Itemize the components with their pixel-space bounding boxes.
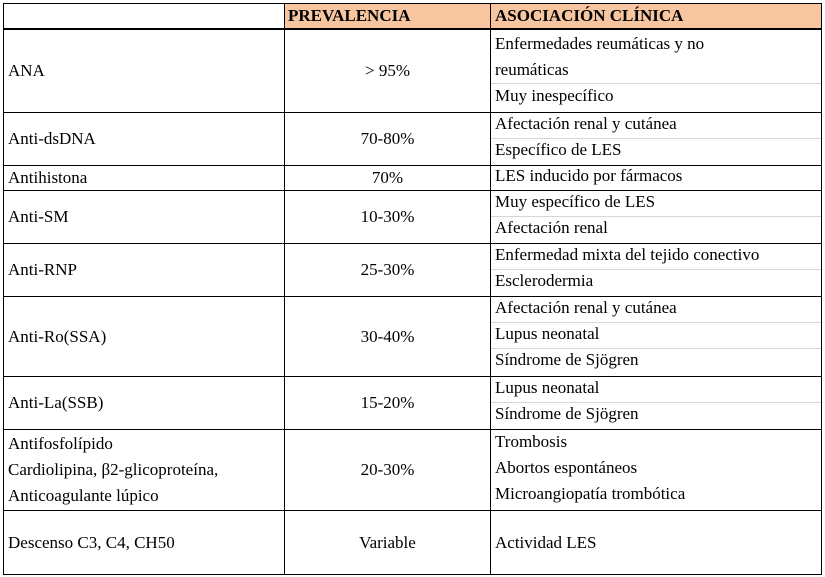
table-row <box>3 297 822 377</box>
clinical-association-cell: Enfermedad mixta del tejido conectivo Esclerodermia <box>491 244 822 296</box>
table-row <box>3 511 822 575</box>
table-row <box>3 244 822 297</box>
table-row <box>3 430 822 511</box>
antibody-table <box>3 3 822 575</box>
antibody-name-cell: Anti-dsDNA <box>3 113 285 165</box>
antibody-name-cell: Descenso C3, C4, CH50 <box>3 511 285 575</box>
clinical-association-cell: Afectación renal y cutánea Lupus neonatal Síndrome de Sjögren <box>491 297 822 376</box>
clinical-association-cell: LES inducido por fármacos <box>495 166 683 185</box>
clinical-association-cell: Actividad LES <box>495 533 597 552</box>
prevalence-cell: 15-20% <box>285 377 491 429</box>
prevalence-cell: 25-30% <box>285 244 491 296</box>
antibody-name-cell: Anti-SM <box>3 191 285 243</box>
table-row <box>3 166 822 191</box>
clinical-association-cell: Afectación renal y cutánea Específico de LES <box>491 113 822 165</box>
clinical-association-cell: Lupus neonatal Síndrome de Sjögren <box>491 377 822 429</box>
antibody-name-cell: Antihistona <box>3 166 285 190</box>
antibody-name-cell: Anti-Ro(SSA) <box>3 297 285 376</box>
clinical-association-cell: Trombosis Abortos espontáneos Microangiopatía trombótica <box>495 432 686 503</box>
antibody-name-cell: Anti-RNP <box>3 244 285 296</box>
clinical-association-cell: Enfermedades reumáticas y no reumáticas Muy inespecífico <box>491 30 822 112</box>
antibody-name-cell: Anti-La(SSB) <box>3 377 285 429</box>
prevalence-cell: 70% <box>285 166 491 190</box>
header-prevalencia: PREVALENCIA <box>285 3 491 28</box>
clinical-association-cell: Muy específico de LES Afectación renal <box>491 191 822 243</box>
table-row <box>3 377 822 430</box>
antibody-name-cell: ANA <box>3 30 285 112</box>
antibody-name-cell: Antifosfolípido Cardiolipina, β2-glicoproteína, Anticoagulante lúpico <box>3 430 285 510</box>
table-row <box>3 30 822 113</box>
table-header-row <box>3 3 822 30</box>
table-row <box>3 191 822 244</box>
table-row <box>3 113 822 166</box>
prevalence-cell: 30-40% <box>285 297 491 376</box>
header-empty-cell <box>3 3 285 28</box>
prevalence-cell: 70-80% <box>285 113 491 165</box>
prevalence-cell: 10-30% <box>285 191 491 243</box>
prevalence-cell: > 95% <box>285 30 491 112</box>
prevalence-cell: Variable <box>285 511 491 575</box>
prevalence-cell: 20-30% <box>285 430 491 510</box>
header-asociacion: ASOCIACIÓN CLÍNICA <box>491 3 822 28</box>
